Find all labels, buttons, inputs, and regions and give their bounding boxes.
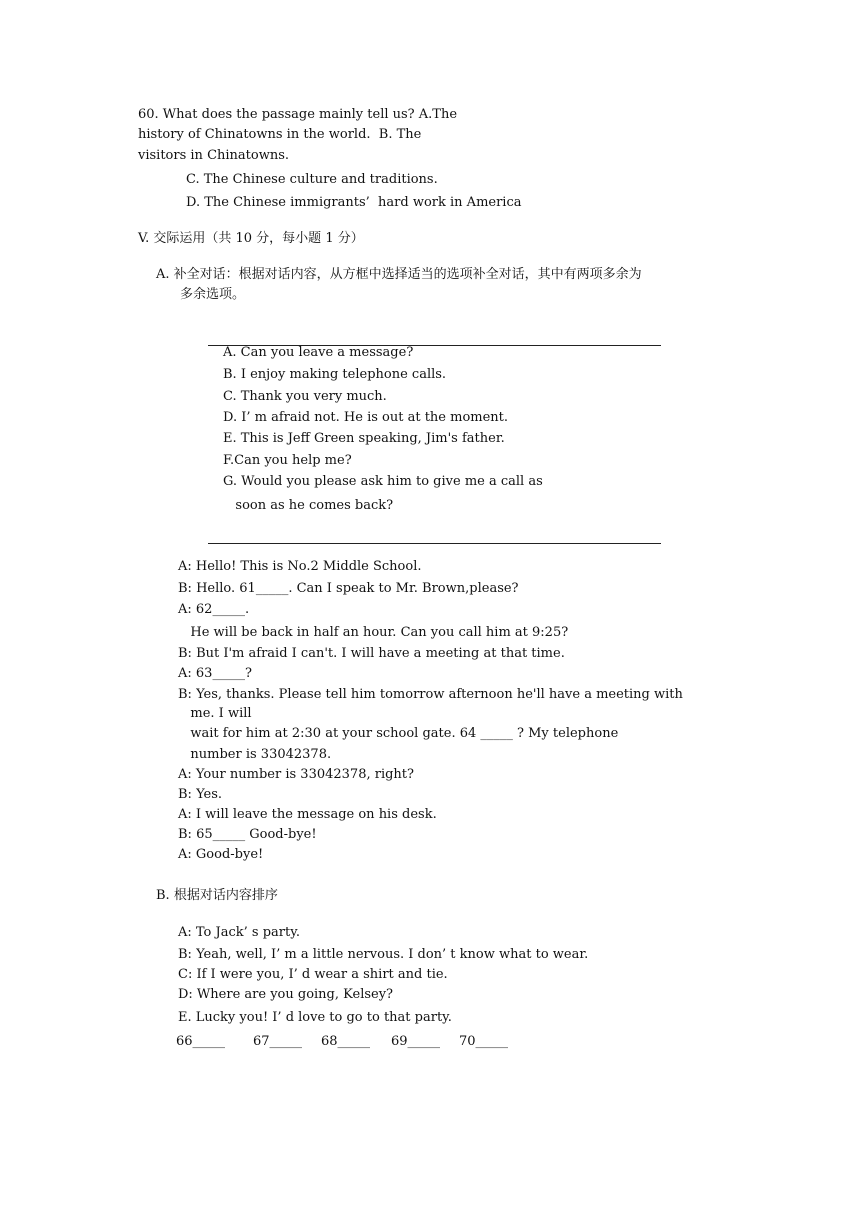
answer-blank: 68_____	[321, 1034, 371, 1049]
option-c: C. Thank you very much.	[223, 389, 387, 404]
option-e: E. This is Jeff Green speaking, Jim's father.	[223, 431, 505, 446]
part-b-title: B. 根据对话内容排序	[156, 888, 278, 903]
q60-line2: history of Chinatowns in the world. B. The	[138, 127, 422, 142]
q60-option-d: D. The Chinese immigrants’ hard work in America	[186, 195, 522, 210]
answer-blank: 66_____	[176, 1034, 226, 1049]
option-a: A. Can you leave a message?	[223, 345, 414, 360]
dialogue-line: me. I will	[178, 706, 252, 721]
answer-blank: 69_____	[391, 1034, 441, 1049]
dialogue-line: number is 33042378.	[178, 747, 332, 762]
order-line: D: Where are you going, Kelsey?	[178, 987, 394, 1002]
box-bottom-rule	[208, 543, 661, 544]
order-line: B: Yeah, well, I’ m a little nervous. I don’ t know what to wear.	[178, 947, 589, 962]
option-d: D. I’ m afraid not. He is out at the moment.	[223, 410, 509, 425]
part-a-instruction: A. 补全对话：根据对话内容，从方框中选择适当的选项补全对话，其中有两项多余为	[156, 267, 642, 282]
dialogue-line: B: But I'm afraid I can't. I will have a meeting at that time.	[178, 646, 565, 661]
dialogue-line: wait for him at 2:30 at your school gate. 64 _____ ? My telephone	[178, 726, 619, 741]
dialogue-line: He will be back in half an hour. Can you call him at 9:25?	[178, 625, 569, 640]
dialogue-line: B: Yes, thanks. Please tell him tomorrow afternoon he'll have a meeting with	[178, 687, 683, 702]
order-line: C: If I were you, I’ d wear a shirt and tie.	[178, 967, 448, 982]
option-b: B. I enjoy making telephone calls.	[223, 367, 447, 382]
dialogue-line: B: Yes.	[178, 787, 223, 802]
dialogue-line: A: Good-bye!	[178, 847, 264, 862]
order-line: E. Lucky you! I’ d love to go to that party.	[178, 1010, 452, 1025]
option-g-cont: soon as he comes back?	[223, 498, 394, 513]
q60-line1: 60. What does the passage mainly tell us? A.The	[138, 107, 458, 122]
q60-line3: visitors in Chinatowns.	[138, 148, 290, 163]
dialogue-line: B: Hello. 61_____. Can I speak to Mr. Brown,please?	[178, 581, 519, 596]
dialogue-line: B: 65_____ Good-bye!	[178, 827, 317, 842]
order-line: A: To Jack’ s party.	[178, 925, 300, 940]
answer-blank: 67_____	[253, 1034, 303, 1049]
dialogue-line: A: 62_____.	[178, 602, 250, 617]
q60-option-c: C. The Chinese culture and traditions.	[186, 172, 438, 187]
section-title: V. 交际运用（共 10 分，每小题 1 分）	[138, 231, 364, 246]
dialogue-line: A: I will leave the message on his desk.	[178, 807, 437, 822]
answer-blank: 70_____	[459, 1034, 509, 1049]
part-a-instruction-cont: 多余选项。	[180, 287, 246, 302]
dialogue-line: A: 63_____?	[178, 666, 252, 681]
option-g: G. Would you please ask him to give me a call as	[223, 474, 543, 489]
dialogue-line: A: Your number is 33042378, right?	[178, 767, 414, 782]
option-f: F.Can you help me?	[223, 453, 352, 468]
dialogue-line: A: Hello! This is No.2 Middle School.	[178, 559, 422, 574]
